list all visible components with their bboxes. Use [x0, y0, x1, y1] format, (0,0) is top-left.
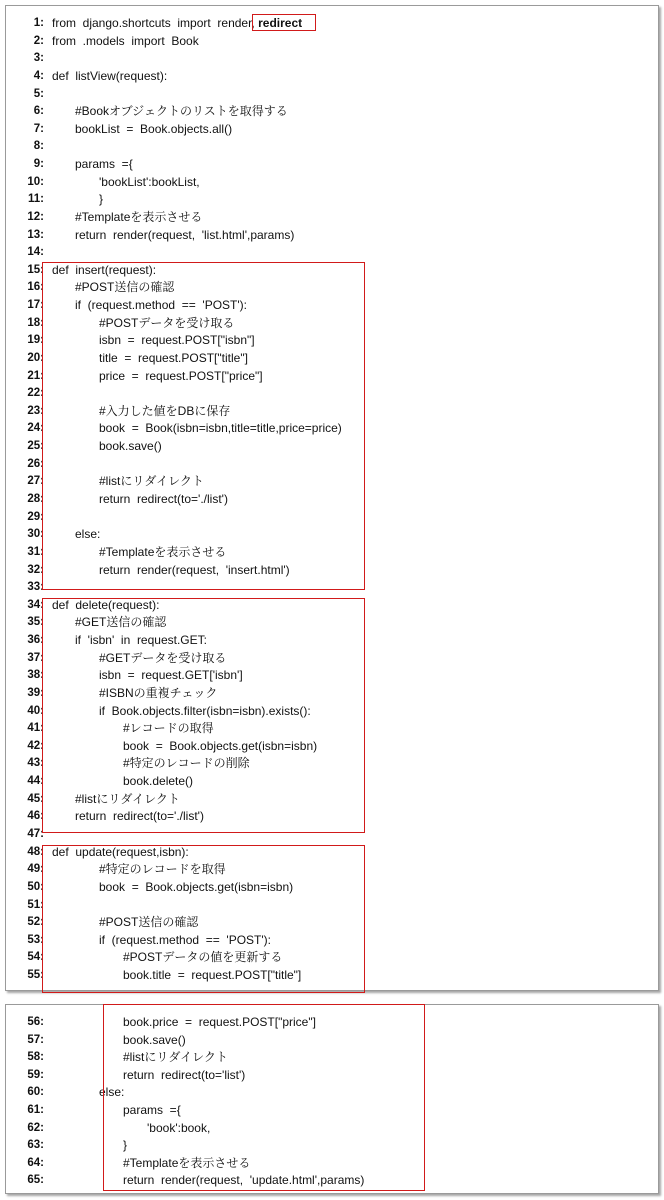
code-text: if 'isbn' in request.GET:	[75, 633, 207, 648]
code-text: isbn = request.GET['isbn']	[99, 668, 243, 683]
code-line	[6, 526, 646, 544]
code-text: if Book.objects.filter(isbn=isbn).exists():	[99, 703, 311, 718]
code-text: def update(request,isbn):	[52, 844, 189, 859]
line-number: 14:	[27, 246, 44, 259]
line-number: 5:	[33, 87, 44, 100]
code-line	[6, 579, 646, 597]
code-text: book.delete()	[123, 774, 194, 789]
code-text: else:	[75, 527, 101, 542]
line-number: 36:	[27, 634, 44, 647]
line-number: 45:	[27, 792, 44, 805]
code-text: #入力した値をDBに保存	[99, 403, 231, 418]
line-number: 24:	[27, 422, 44, 435]
code-line	[6, 667, 646, 685]
code-text: #Templateを表示させる	[75, 209, 203, 224]
code-text: #GET送信の確認	[75, 615, 167, 630]
code-line	[6, 703, 646, 721]
code-text: if (request.method == 'POST'):	[99, 932, 271, 947]
line-number: 32:	[27, 563, 44, 576]
line-number: 64:	[27, 1156, 44, 1169]
line-number: 15:	[27, 263, 44, 276]
code-line	[6, 967, 646, 985]
code-text: book.price = request.POST["price"]	[123, 1015, 316, 1029]
code-line	[6, 315, 646, 333]
code-text: #listにリダイレクト	[123, 1050, 228, 1065]
line-number: 7:	[33, 122, 44, 135]
line-number: 42:	[27, 739, 44, 752]
code-text: params ={	[75, 157, 133, 172]
code-line	[6, 949, 646, 967]
line-number: 9:	[33, 158, 44, 171]
code-line	[6, 438, 646, 456]
line-number: 38:	[27, 669, 44, 682]
code-text: #特定のレコードの削除	[123, 756, 250, 771]
line-number: 3:	[33, 52, 44, 65]
code-text: book.save()	[99, 439, 162, 454]
code-text: #POSTデータを受け取る	[99, 315, 235, 330]
code-line	[6, 473, 646, 491]
code-line	[6, 1049, 646, 1067]
line-number: 8:	[33, 140, 44, 153]
line-number: 65:	[27, 1174, 44, 1187]
code-text: #ISBNの重複チェック	[99, 685, 218, 700]
line-number: 34:	[27, 598, 44, 611]
line-number: 2:	[33, 34, 44, 47]
code-line	[6, 879, 646, 897]
code-text: #POSTデータの値を更新する	[123, 950, 283, 965]
code-line	[6, 209, 646, 227]
line-number: 28:	[27, 493, 44, 505]
code-line	[6, 1120, 646, 1138]
highlighted-token: redirect	[258, 16, 303, 30]
code-line	[6, 227, 646, 245]
code-listing-page-2	[5, 1004, 659, 1194]
code-text: #Templateを表示させる	[99, 544, 227, 559]
code-text: else:	[99, 1085, 125, 1100]
line-number: 4:	[33, 69, 44, 82]
code-line	[6, 138, 646, 156]
code-text: 'bookList':bookList,	[99, 174, 200, 189]
code-text: book.save()	[123, 1032, 186, 1047]
line-number: 40:	[27, 704, 44, 717]
code-line	[6, 861, 646, 879]
line-number: 41:	[27, 722, 44, 735]
line-number: 22:	[27, 387, 44, 400]
code-line	[6, 368, 646, 386]
code-line	[6, 385, 646, 403]
code-line	[6, 350, 646, 368]
code-text: #Bookオブジェクトのリストを取得する	[75, 104, 288, 119]
line-number: 6:	[33, 105, 44, 118]
code-line	[6, 1032, 646, 1050]
line-number: 43:	[27, 757, 44, 770]
line-number: 61:	[27, 1104, 44, 1116]
code-text: #特定のレコードを取得	[99, 862, 226, 877]
line-number: 53:	[27, 933, 44, 946]
line-number: 59:	[27, 1068, 44, 1081]
code-text: #POST送信の確認	[75, 280, 175, 295]
code-text: book = Book.objects.get(isbn=isbn)	[123, 738, 318, 753]
line-number: 30:	[27, 528, 44, 541]
code-text: params ={	[123, 1103, 181, 1117]
line-number: 39:	[27, 686, 44, 699]
code-text: book.title = request.POST["title"]	[123, 968, 302, 983]
line-number: 10:	[27, 175, 44, 188]
code-line	[6, 15, 646, 33]
code-text: #レコードの取得	[123, 721, 214, 736]
line-number: 51:	[27, 898, 44, 911]
line-number: 20:	[27, 351, 44, 364]
line-number: 48:	[27, 845, 44, 858]
line-number: 37:	[27, 651, 44, 664]
code-text: def listView(request):	[52, 68, 168, 83]
code-listing-page-1	[5, 5, 659, 991]
line-number: 35:	[27, 616, 44, 629]
code-text: #GETデータを受け取る	[99, 650, 227, 665]
code-text: def delete(request):	[52, 597, 160, 612]
code-text: return redirect(to='./list')	[75, 809, 204, 824]
line-number: 29:	[27, 510, 44, 523]
line-number: 13:	[27, 228, 44, 241]
line-number: 33:	[27, 581, 44, 594]
code-text: title = request.POST["title"]	[99, 350, 248, 365]
code-line	[6, 1102, 646, 1120]
code-line	[6, 791, 646, 809]
code-text: }	[123, 1138, 128, 1153]
code-line	[6, 33, 646, 51]
code-line	[6, 897, 646, 915]
code-line	[6, 1014, 646, 1032]
code-text: from .models import Book	[52, 33, 199, 48]
line-number: 26:	[27, 457, 44, 470]
code-line	[6, 562, 646, 580]
code-text: price = request.POST["price"]	[99, 368, 263, 383]
code-line	[6, 1084, 646, 1102]
code-line	[6, 632, 646, 650]
line-number: 44:	[27, 775, 44, 788]
code-line	[6, 1137, 646, 1155]
code-text: #listにリダイレクト	[99, 474, 204, 489]
code-text: if (request.method == 'POST'):	[75, 298, 247, 313]
code-line	[6, 773, 646, 791]
code-text: return render(request, 'update.html',params)	[123, 1173, 365, 1188]
code-line	[6, 156, 646, 174]
line-number: 1:	[33, 17, 44, 29]
line-number: 47:	[27, 827, 44, 840]
code-line	[6, 826, 646, 844]
line-number: 49:	[27, 863, 44, 876]
code-text: }	[99, 192, 104, 207]
code-line	[6, 420, 646, 438]
code-line	[6, 932, 646, 950]
code-line	[6, 685, 646, 703]
code-text: return redirect(to='list')	[123, 1067, 246, 1082]
line-number: 17:	[27, 299, 44, 312]
code-text: #POST送信の確認	[99, 915, 199, 930]
code-line	[6, 1172, 646, 1190]
code-line	[6, 50, 646, 68]
line-number: 57:	[27, 1033, 44, 1046]
line-number: 55:	[27, 969, 44, 982]
code-line	[6, 86, 646, 104]
line-number: 21:	[27, 369, 44, 382]
code-line	[6, 244, 646, 262]
code-line	[6, 262, 646, 280]
line-number: 54:	[27, 951, 44, 964]
code-text: return redirect(to='./list')	[99, 492, 228, 506]
line-number: 16:	[27, 281, 44, 294]
code-text: 'book':book,	[147, 1120, 211, 1135]
code-text: from django.shortcuts import render, redirect	[52, 16, 303, 30]
code-line	[6, 808, 646, 826]
code-line	[6, 720, 646, 738]
code-line	[6, 738, 646, 756]
code-text: #Templateを表示させる	[123, 1155, 251, 1170]
code-text: bookList = Book.objects.all()	[75, 121, 233, 136]
line-number: 18:	[27, 316, 44, 329]
code-line	[6, 279, 646, 297]
line-number: 62:	[27, 1121, 44, 1134]
code-line	[6, 597, 646, 615]
code-line	[6, 914, 646, 932]
code-line	[6, 103, 646, 121]
code-line	[6, 68, 646, 86]
code-line	[6, 509, 646, 527]
code-line	[6, 297, 646, 315]
code-line	[6, 403, 646, 421]
code-text: return render(request, 'list.html',params)	[75, 227, 295, 242]
code-line	[6, 544, 646, 562]
line-number: 60:	[27, 1086, 44, 1099]
line-number: 50:	[27, 880, 44, 893]
code-text: return render(request, 'insert.html')	[99, 562, 290, 577]
code-text: isbn = request.POST["isbn"]	[99, 333, 255, 348]
line-number: 12:	[27, 210, 44, 223]
code-line	[6, 650, 646, 668]
code-text: def insert(request):	[52, 262, 157, 277]
line-number: 25:	[27, 440, 44, 453]
code-line	[6, 844, 646, 862]
line-number: 46:	[27, 810, 44, 823]
line-number: 63:	[27, 1139, 44, 1152]
code-line	[6, 174, 646, 192]
code-line	[6, 491, 646, 509]
code-line	[6, 332, 646, 350]
code-line	[6, 614, 646, 632]
code-line	[6, 456, 646, 474]
code-line	[6, 121, 646, 139]
line-number: 27:	[27, 475, 44, 488]
code-text: #listにリダイレクト	[75, 791, 180, 806]
code-line	[6, 755, 646, 773]
line-number: 58:	[27, 1051, 44, 1064]
line-number: 23:	[27, 404, 44, 417]
code-line	[6, 1155, 646, 1173]
code-line	[6, 1067, 646, 1085]
line-number: 56:	[27, 1016, 44, 1028]
code-text: book = Book(isbn=isbn,title=title,price=price)	[99, 421, 342, 436]
code-line	[6, 191, 646, 209]
line-number: 19:	[27, 334, 44, 347]
line-number: 31:	[27, 545, 44, 558]
code-text: book = Book.objects.get(isbn=isbn)	[99, 879, 294, 894]
line-number: 11:	[28, 193, 44, 206]
line-number: 52:	[27, 916, 44, 929]
